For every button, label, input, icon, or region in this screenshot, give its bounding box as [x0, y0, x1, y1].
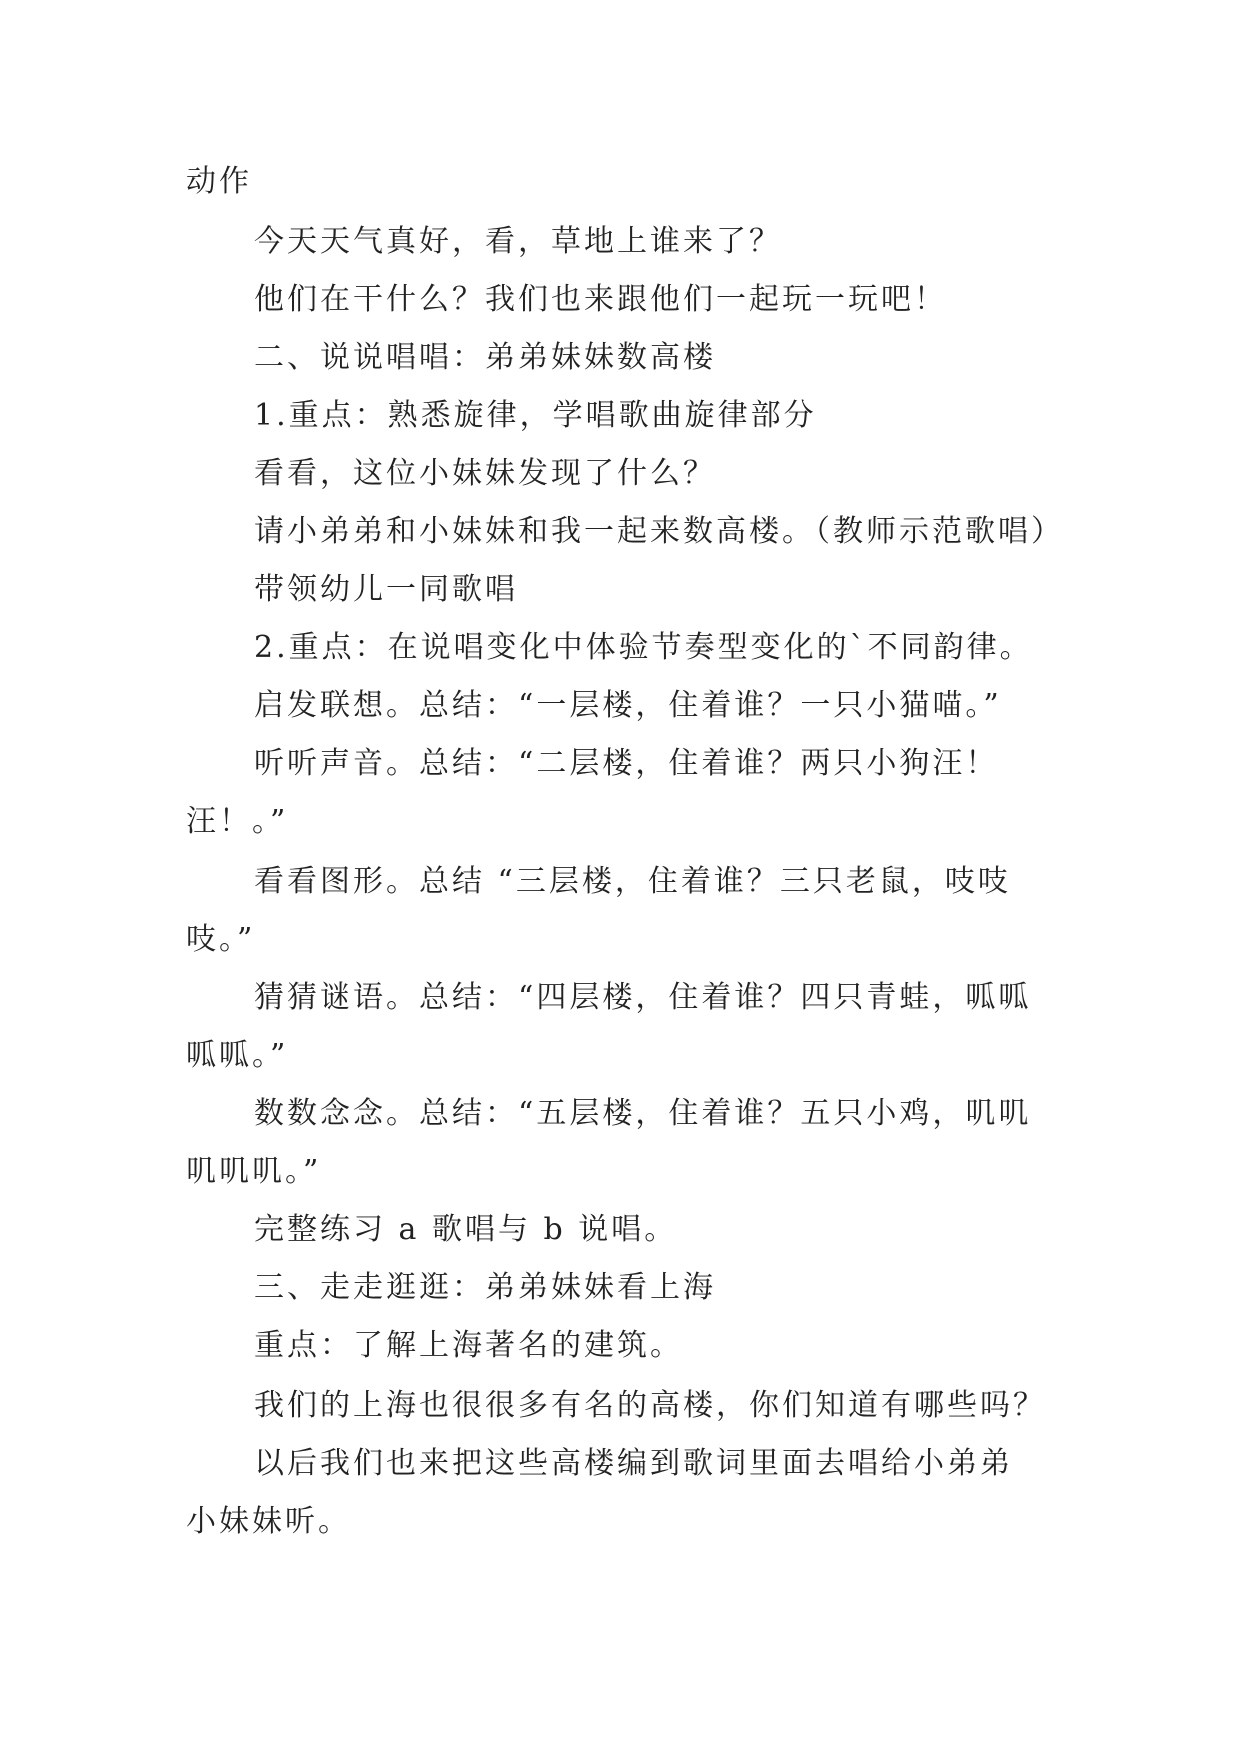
text-line: 数数念念。总结：“五层楼，住着谁？五只小鸡，叽叽	[254, 1096, 1032, 1131]
text-line: 汪！。”	[186, 804, 289, 839]
text-line: 我们的上海也很很多有名的高楼，你们知道有哪些吗？	[254, 1388, 1046, 1423]
text-line: 看看，这位小妹妹发现了什么？	[254, 456, 716, 491]
text-line: 今天天气真好，看，草地上谁来了？	[254, 224, 782, 259]
text-line: 带领幼儿一同歌唱	[254, 572, 518, 607]
text-line: 完整练习 a 歌唱与 b 说唱。	[254, 1212, 678, 1247]
text-line: 看看图形。总结 “三层楼，住着谁？三只老鼠，吱吱	[254, 864, 1011, 899]
text-line: 小妹妹听。	[186, 1504, 351, 1539]
section-heading: 二、说说唱唱：弟弟妹妹数高楼	[254, 340, 716, 375]
text-line: 他们在干什么？我们也来跟他们一起玩一玩吧！	[254, 282, 947, 317]
text-line: 叽叽叽。”	[186, 1154, 322, 1189]
text-line: 听听声音。总结：“二层楼，住着谁？两只小狗汪！	[254, 746, 999, 781]
text-line: 动作	[186, 164, 252, 199]
text-line: 2.重点：在说唱变化中体验节奏型变化的`不同韵律。	[254, 630, 1033, 665]
text-line: 重点：了解上海著名的建筑。	[254, 1328, 683, 1363]
section-heading: 三、走走逛逛：弟弟妹妹看上海	[254, 1270, 716, 1305]
text-line: 以后我们也来把这些高楼编到歌词里面去唱给小弟弟	[254, 1446, 1013, 1481]
text-line: 猜猜谜语。总结：“四层楼，住着谁？四只青蛙，呱呱	[254, 980, 1032, 1015]
text-line: 启发联想。总结：“一层楼，住着谁？一只小猫喵。”	[254, 688, 1002, 723]
text-line: 呱呱。”	[186, 1038, 289, 1073]
text-line: 吱。”	[186, 922, 256, 957]
text-line: 请小弟弟和小妹妹和我一起来数高楼。（教师示范歌唱）	[254, 514, 1064, 549]
text-line: 1.重点：熟悉旋律，学唱歌曲旋律部分	[254, 398, 817, 433]
